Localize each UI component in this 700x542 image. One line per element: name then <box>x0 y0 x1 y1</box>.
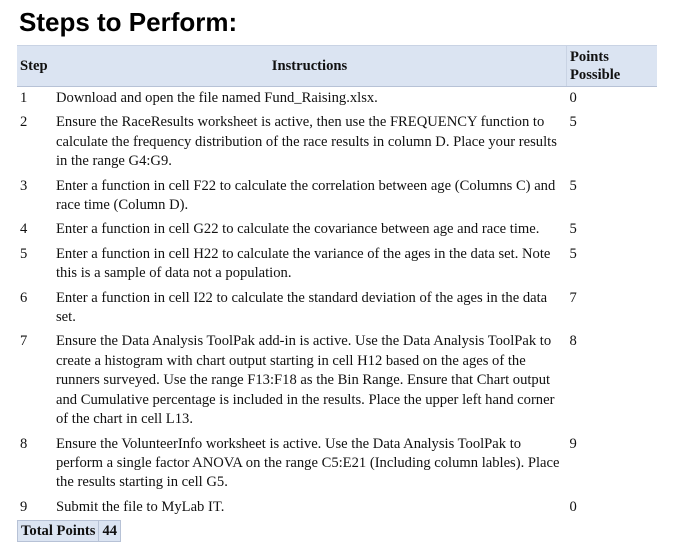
table-row <box>17 330 657 432</box>
step-points: 9 <box>569 435 577 452</box>
step-instruction: Ensure the VolunteerInfo worksheet is active. Use the Data Analysis ToolPak to perform a single factor ANOVA on the range C5:E21 (Including column lables). Place the results starting in cell G5. <box>56 435 560 491</box>
total-points-cell <box>17 520 657 542</box>
step-points: 5 <box>569 114 577 131</box>
step-number: 9 <box>20 498 28 515</box>
step-instruction: Enter a function in cell F22 to calculate the correlation between age (Columns C) and race time (Column D). <box>56 177 556 214</box>
step-points: 5 <box>569 221 577 238</box>
table-row <box>17 218 657 242</box>
table-row <box>17 175 657 219</box>
step-points: 0 <box>569 90 577 106</box>
total-points-row <box>17 520 657 542</box>
step-instruction: Download and open the file named Fund_Raising.xlsx. <box>56 90 378 106</box>
table-row <box>17 87 657 112</box>
step-number: 1 <box>20 90 28 106</box>
step-points: 5 <box>569 177 577 194</box>
header-points-line1: Points <box>570 49 609 65</box>
steps-table <box>17 45 657 542</box>
table-row <box>17 433 657 496</box>
page-title: Steps to Perform: <box>19 7 238 37</box>
header-step: Step <box>17 46 53 87</box>
step-points: 0 <box>569 498 577 515</box>
total-points-value: 44 <box>98 520 121 542</box>
table-row <box>17 111 657 174</box>
header-instructions: Instructions <box>53 46 567 87</box>
total-points-label: Total Points <box>17 520 99 542</box>
step-instruction: Submit the file to MyLab IT. <box>56 498 225 515</box>
step-number: 8 <box>20 435 28 452</box>
step-instruction: Enter a function in cell I22 to calculate the standard deviation of the ages in the data set. <box>56 289 548 326</box>
header-points-line2: Possible <box>570 67 621 83</box>
table-row <box>17 243 657 287</box>
step-points: 7 <box>569 289 577 306</box>
step-points: 8 <box>569 333 577 350</box>
table-row <box>17 496 657 520</box>
step-instruction: Enter a function in cell H22 to calculate the variance of the ages in the data set. Note this is a sample of data not a population. <box>56 245 551 282</box>
step-number: 2 <box>20 114 28 131</box>
step-number: 3 <box>20 177 28 194</box>
step-instruction: Enter a function in cell G22 to calculate the covariance between age and race time. <box>56 221 540 238</box>
step-number: 4 <box>20 221 28 238</box>
step-instruction: Ensure the RaceResults worksheet is active, then use the FREQUENCY function to calculate the frequency distribution of the race results in column D. Place your results in the range G4:G9. <box>56 114 557 170</box>
step-instruction: Ensure the Data Analysis ToolPak add-in is active. Use the Data Analysis ToolPak to create a histogram with chart output starting in cell H12 based on the ages of the runners surveyed. Use the range F13:F18 as the Bin Range. Ensure that Chart output and Cumulative percentage is included in the results. Place the upper left hand corner of the chart in cell L13. <box>56 333 555 428</box>
header-points-possible <box>567 46 658 87</box>
step-number: 5 <box>20 245 28 262</box>
table-header-row <box>17 46 657 87</box>
step-points: 5 <box>569 245 577 262</box>
step-number: 6 <box>20 289 28 306</box>
table-row <box>17 287 657 331</box>
step-number: 7 <box>20 333 28 350</box>
